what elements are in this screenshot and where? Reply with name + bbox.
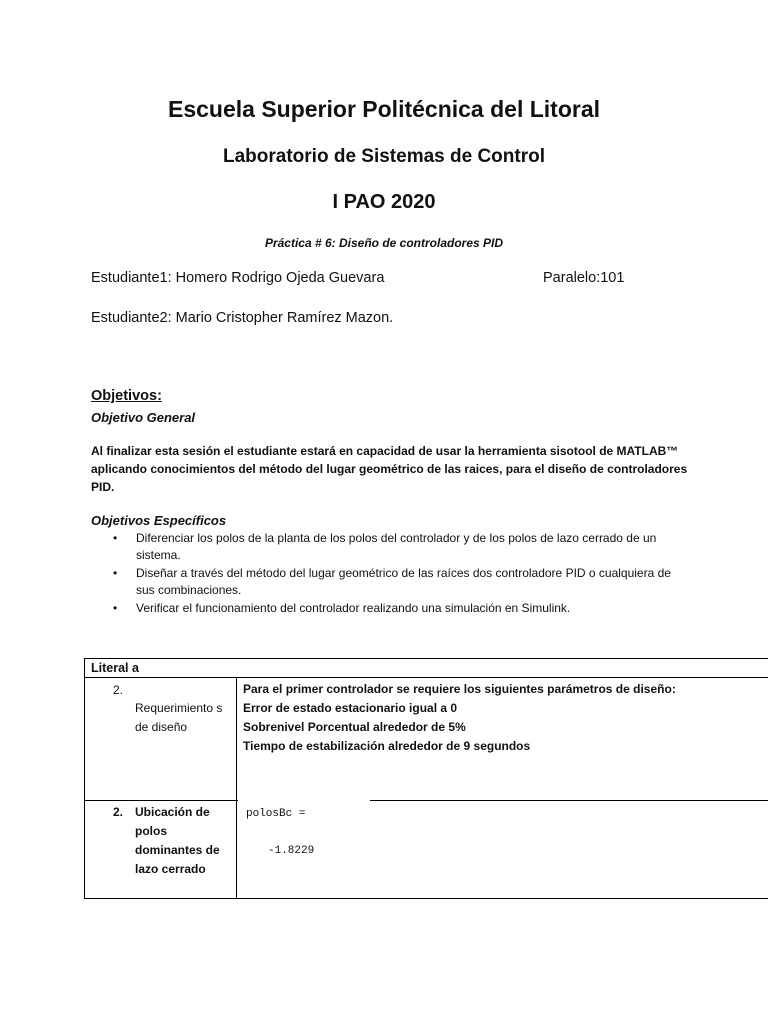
list-item: • Verificar el funcionamiento del controlador realizando una simulación en Simulink. bbox=[91, 600, 691, 617]
row1-requirements bbox=[243, 680, 763, 756]
institution-title: Escuela Superior Politécnica del Litoral bbox=[167, 96, 601, 122]
student2-line: Estudiante2: Mario Cristopher Ramírez Mazon. bbox=[91, 310, 394, 326]
row2-label: Ubicación de polos dominantes de lazo cerrado bbox=[135, 805, 220, 876]
paralelo-line: Paralelo:101 bbox=[543, 270, 625, 286]
table-border-row-right bbox=[370, 800, 768, 801]
row1-label: Requerimiento s de diseño bbox=[135, 701, 223, 734]
row2-number: 2. bbox=[113, 805, 124, 819]
table-header: Literal a bbox=[91, 661, 139, 675]
requirement-line: Error de estado estacionario igual a 0 bbox=[243, 701, 458, 715]
table-border-divider bbox=[236, 677, 237, 899]
table-border-left bbox=[84, 658, 85, 899]
practice-subtitle: Práctica # 6: Diseño de controladores PID bbox=[264, 236, 504, 250]
table-border-bottom bbox=[84, 898, 768, 899]
general-objective-heading: Objetivo General bbox=[91, 410, 196, 425]
code-variable: polosBc = bbox=[246, 808, 306, 820]
requirement-line: Tiempo de estabilización alrededor de 9 segundos bbox=[243, 739, 531, 753]
requirement-line: Para el primer controlador se requiere los siguientes parámetros de diseño: bbox=[243, 682, 676, 696]
table-border-top bbox=[84, 658, 768, 659]
requirement-line: Sobrenivel Porcentual alrededor de 5% bbox=[243, 720, 466, 734]
list-item: • Diseñar a través del método del lugar geométrico de las raíces dos controladore PID o cualquiera de sus combinaciones. bbox=[91, 565, 691, 599]
specific-objectives-heading: Objetivos Específicos bbox=[91, 513, 227, 528]
lab-title: Laboratorio de Sistemas de Control bbox=[223, 146, 545, 167]
list-item: • Diferenciar los polos de la planta de los polos del controlador y de los polos de lazo cerrado de un sistema. bbox=[91, 530, 691, 564]
table-border-row-left bbox=[84, 800, 238, 801]
objectives-heading: Objetivos: bbox=[91, 388, 162, 404]
specific-objectives-list bbox=[91, 530, 691, 618]
code-value: -1.8229 bbox=[268, 845, 315, 857]
table-border-header-bottom bbox=[84, 677, 768, 678]
row1-number: 2. bbox=[113, 683, 124, 697]
term-title: I PAO 2020 bbox=[332, 191, 436, 213]
general-objective-text: Al finalizar esta sesión el estudiante estará en capacidad de usar la herramienta sisotool de MATLAB™ aplicando conocimientos del método del lugar geométrico de las raices, para el diseño de controladores PID. bbox=[91, 444, 688, 494]
student1-line: Estudiante1: Homero Rodrigo Ojeda Guevara bbox=[91, 270, 385, 286]
